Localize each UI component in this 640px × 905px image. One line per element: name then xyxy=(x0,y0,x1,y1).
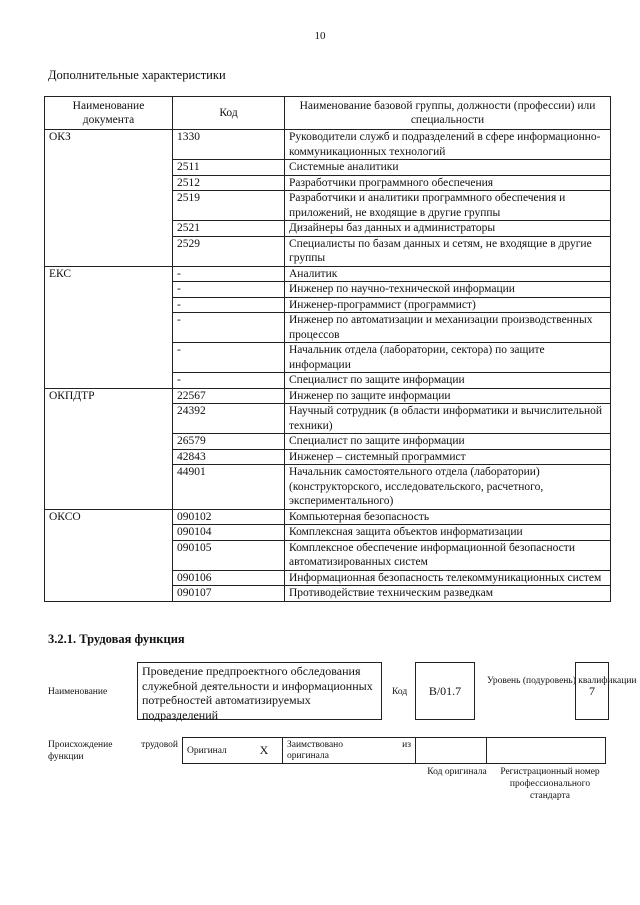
qualification-level-value: 7 xyxy=(575,662,609,720)
position-name-cell: Инженер по защите информации xyxy=(285,388,611,404)
doc-name-cell: ОКСО xyxy=(45,509,173,601)
position-name-cell: Аналитик xyxy=(285,266,611,282)
position-name-cell: Разработчики программного обеспечения xyxy=(285,175,611,191)
code-cell: 2521 xyxy=(173,221,285,237)
code-cell: 090107 xyxy=(173,586,285,602)
position-name-cell: Компьютерная безопасность xyxy=(285,509,611,525)
table-header-row xyxy=(45,97,611,130)
doc-name-cell: ЕКС xyxy=(45,266,173,388)
borrowed-word2: из xyxy=(402,739,411,750)
page-number: 10 xyxy=(314,30,326,42)
qualification-level-label: Уровень (подуровень) квалификации xyxy=(487,676,637,686)
original-mark: X xyxy=(246,738,283,764)
code-cell: 090105 xyxy=(173,540,285,570)
code-cell: 22567 xyxy=(173,388,285,404)
table-body xyxy=(45,130,611,602)
function-code-label: Код xyxy=(392,687,408,697)
code-cell: 090102 xyxy=(173,509,285,525)
function-name-label: Наименование xyxy=(48,687,108,697)
position-name-cell: Начальник самостоятельного отдела (лаборатории) (конструкторского, исследовательского, расчетного, экспериментального) xyxy=(285,465,611,510)
position-name-cell: Дизайнеры баз данных и администраторы xyxy=(285,221,611,237)
borrowed-line2: оригинала xyxy=(287,750,329,761)
position-name-cell: Специалист по защите информации xyxy=(285,434,611,450)
doc-name-cell: ОКПДТР xyxy=(45,388,173,509)
code-cell: - xyxy=(173,266,285,282)
position-name-cell: Информационная безопасность телекоммуникационных систем xyxy=(285,570,611,586)
function-code-value: В/01.7 xyxy=(415,662,475,720)
code-cell: - xyxy=(173,313,285,343)
position-name-cell: Начальник отдела (лаборатории, сектора) по защите информации xyxy=(285,343,611,373)
function-origin-label xyxy=(48,739,178,763)
code-cell: 42843 xyxy=(173,449,285,465)
code-cell: 090104 xyxy=(173,525,285,541)
code-cell: 24392 xyxy=(173,404,285,434)
code-cell: 2519 xyxy=(173,191,285,221)
code-cell: 090106 xyxy=(173,570,285,586)
code-cell: - xyxy=(173,282,285,298)
position-name-cell: Инженер-программист (программист) xyxy=(285,297,611,313)
code-cell: 1330 xyxy=(173,130,285,160)
code-original-caption: Код оригинала xyxy=(427,767,487,777)
position-name-cell: Комплексная защита объектов информатизации xyxy=(285,525,611,541)
code-cell: 2529 xyxy=(173,236,285,266)
table-row xyxy=(45,388,611,404)
function-name-value: Проведение предпроектного обследования служебной деятельности и информационных потребностей автоматизируемых подразделений xyxy=(137,662,382,720)
characteristics-table xyxy=(44,96,611,602)
original-code-cell xyxy=(416,738,487,764)
labor-function-heading: 3.2.1. Трудовая функция xyxy=(48,632,185,646)
code-cell: - xyxy=(173,297,285,313)
doc-name-cell: ОКЗ xyxy=(45,130,173,267)
code-cell: 44901 xyxy=(173,465,285,510)
code-cell: 2511 xyxy=(173,160,285,176)
position-name-cell: Специалисты по базам данных и сетям, не входящие в другие группы xyxy=(285,236,611,266)
origin-label-word1: Происхождение xyxy=(48,740,113,750)
position-name-cell: Системные аналитики xyxy=(285,160,611,176)
position-name-cell: Инженер по автоматизации и механизации производственных процессов xyxy=(285,313,611,343)
position-name-cell: Противодействие техническим разведкам xyxy=(285,586,611,602)
header-doc: Наименование документа xyxy=(45,97,173,130)
table-row xyxy=(45,266,611,282)
position-name-cell: Научный сотрудник (в области информатики и вычислительной техники) xyxy=(285,404,611,434)
code-cell: - xyxy=(173,373,285,389)
position-name-cell: Специалист по защите информации xyxy=(285,373,611,389)
borrowed-label xyxy=(283,738,416,764)
table-row xyxy=(45,130,611,160)
borrowed-word1: Заимствовано xyxy=(287,739,344,750)
code-cell: 26579 xyxy=(173,434,285,450)
code-cell: 2512 xyxy=(173,175,285,191)
original-label: Оригинал xyxy=(183,738,247,764)
position-name-cell: Инженер – системный программист xyxy=(285,449,611,465)
code-cell: - xyxy=(173,343,285,373)
origin-table xyxy=(182,737,606,764)
registration-number-cell xyxy=(487,738,606,764)
header-code: Код xyxy=(173,97,285,130)
header-name: Наименование базовой группы, должности (профессии) или специальности xyxy=(285,97,611,130)
position-name-cell: Комплексное обеспечение информационной безопасности автоматизированных систем xyxy=(285,540,611,570)
position-name-cell: Разработчики и аналитики программного обеспечения и приложений, не входящие в другие группы xyxy=(285,191,611,221)
origin-label-word2: трудовой xyxy=(141,740,178,750)
position-name-cell: Руководители служб и подразделений в сфере информационно-коммуникационных технологий xyxy=(285,130,611,160)
position-name-cell: Инженер по научно-технической информации xyxy=(285,282,611,298)
origin-label-line2: функции xyxy=(48,752,84,762)
section-title: Дополнительные характеристики xyxy=(48,68,226,82)
table-row xyxy=(45,509,611,525)
registration-number-caption: Регистрационный номер профессионального стандарта xyxy=(500,767,600,801)
